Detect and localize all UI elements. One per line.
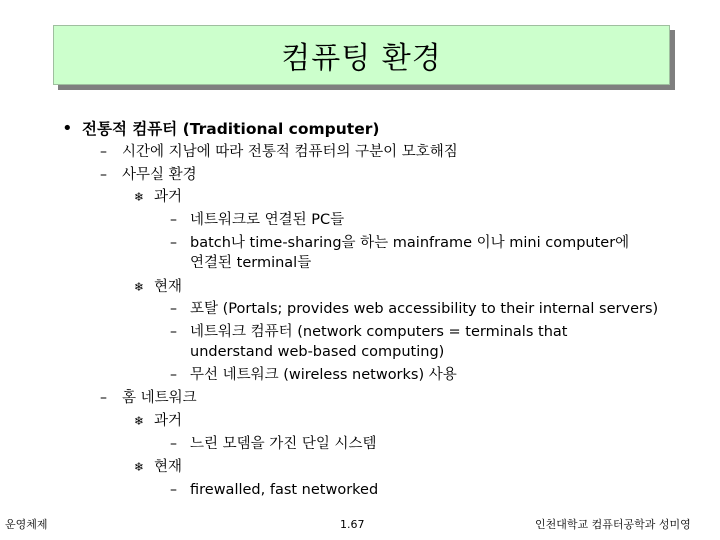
dash-icon: – (170, 324, 177, 340)
dash-icon: – (170, 212, 177, 228)
dash-icon: – (100, 167, 107, 183)
text-line: batch나 time-sharing을 하는 mainframe 이나 mini computer에 (190, 235, 630, 251)
bullet-icon: • (62, 118, 73, 139)
footer-page-number: 1.67 (340, 518, 365, 531)
snowflake-icon: ❄ (134, 190, 145, 204)
slide-title: 컴퓨팅 환경 (281, 41, 442, 76)
snowflake-icon: ❄ (134, 280, 145, 294)
text-line: 연결된 terminal들 (190, 255, 312, 271)
text-line: 현재 (154, 279, 183, 295)
dash-icon: – (170, 482, 177, 498)
text-line: 과거 (154, 413, 183, 429)
text-line: 무선 네트워크 (wireless networks) 사용 (190, 367, 457, 383)
text-line: understand web-based computing) (190, 344, 445, 360)
text-line: 과거 (154, 189, 183, 205)
text-line: 느린 모뎀을 가진 단일 시스템 (190, 436, 377, 452)
text-line: firewalled, fast networked (190, 482, 379, 498)
dash-icon: – (100, 390, 107, 406)
dash-icon: – (170, 301, 177, 317)
footer-course: 운영체제 (5, 518, 48, 531)
text-line: 네트워크로 연결된 PC들 (190, 212, 345, 228)
snowflake-icon: ❄ (134, 414, 145, 428)
text-line: 현재 (154, 459, 183, 475)
text-line: 포탈 (Portals; provides web accessibility to their internal servers) (190, 301, 659, 317)
dash-icon: – (170, 367, 177, 383)
footer-author: 인천대학교 컴퓨터공학과 성미영 (535, 518, 691, 531)
dash-icon: – (170, 436, 177, 452)
heading-traditional: 전통적 컴퓨터 (Traditional computer) (82, 120, 380, 138)
dash-icon: – (170, 235, 177, 251)
text-line: 홈 네트워크 (122, 390, 197, 406)
text-line: 사무실 환경 (122, 167, 197, 183)
text-line: 네트워크 컴퓨터 (network computers = terminals that (190, 324, 568, 340)
snowflake-icon: ❄ (134, 460, 145, 474)
dash-icon: – (100, 144, 107, 160)
text-line: 시간에 지남에 따라 전통적 컴퓨터의 구분이 모호해짐 (122, 144, 458, 160)
